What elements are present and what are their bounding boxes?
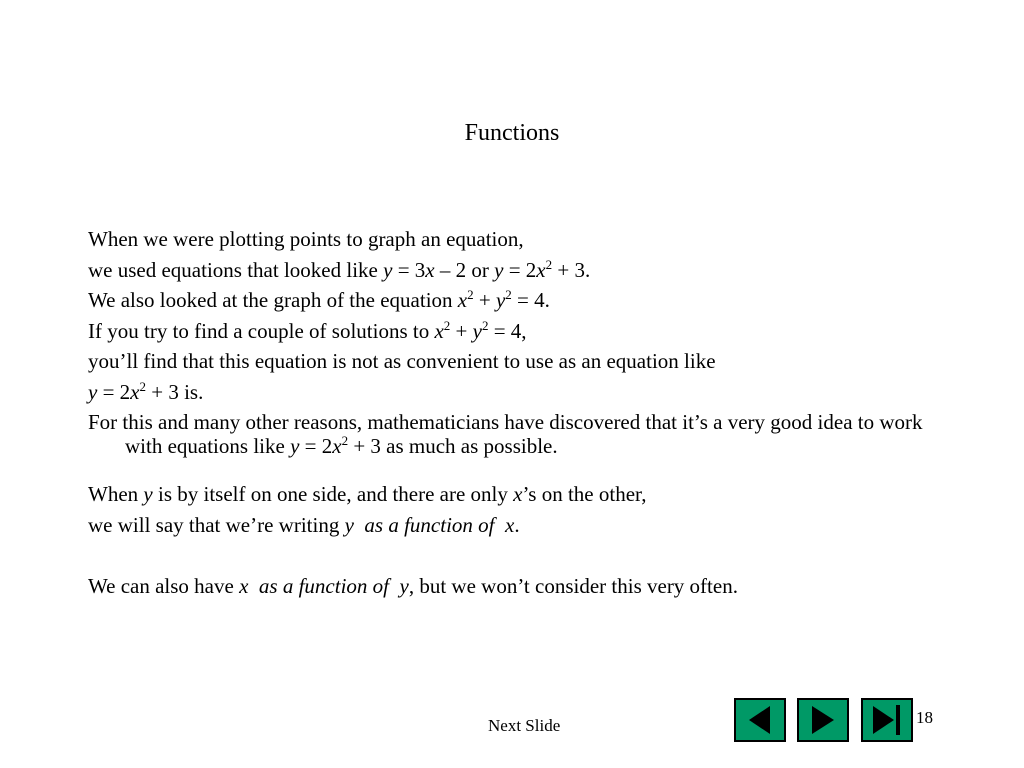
math-op: +	[473, 288, 496, 312]
math-var: y	[495, 288, 506, 312]
math-op: = 2	[299, 434, 333, 458]
math-var: x	[130, 379, 140, 404]
line-2	[88, 255, 948, 286]
next-slide-icon	[799, 700, 847, 740]
previous-slide-button[interactable]	[734, 698, 786, 742]
line-4-text: If you try to find a couple of solutions to	[88, 318, 435, 343]
line-8	[88, 479, 948, 510]
math-var: x	[536, 257, 546, 282]
math-var: x	[513, 482, 523, 506]
line-10	[88, 571, 948, 602]
line-2-text: we used equations that looked like	[88, 257, 384, 282]
line-9-phrase	[354, 513, 505, 537]
math-var: x	[434, 318, 444, 343]
line-7-suffix: as much as possible.	[380, 434, 558, 458]
math-exponent: 2	[545, 256, 553, 272]
math-var: x	[457, 288, 468, 312]
math-var: y	[494, 257, 504, 282]
math-var: x	[239, 574, 249, 598]
math-var: y	[344, 512, 354, 537]
math-op: = 4.	[511, 288, 550, 312]
math-exponent: 2	[139, 378, 146, 394]
math-var: y	[472, 318, 482, 343]
math-var: y	[399, 574, 409, 598]
math-var: y	[290, 434, 300, 458]
math-op: – 2	[434, 257, 467, 282]
line-6	[88, 377, 948, 408]
math-op: = 2	[97, 379, 131, 404]
last-slide-button[interactable]	[861, 698, 913, 742]
line-1: When we were plotting points to graph an equation,	[88, 227, 524, 251]
page-number: 18	[916, 708, 933, 727]
line-9	[88, 510, 948, 541]
line-9-end: .	[514, 512, 520, 537]
line-10-text: , but we won’t consider this very often.	[408, 574, 738, 598]
line-10-phrase	[248, 574, 399, 598]
next-slide-link[interactable]: Next Slide	[488, 716, 561, 735]
line-3-text: We also looked at the graph of the equation	[88, 288, 458, 312]
math-op: +	[450, 318, 473, 343]
next-slide-button[interactable]	[797, 698, 849, 742]
line-7-text: For this and many other reasons, mathematicians have discovered that it’s a very good idea to work with equations like	[88, 410, 923, 458]
math-exponent: 2	[481, 317, 489, 333]
line-5: you’ll find that this equation is not as convenient to use as an equation like	[88, 349, 716, 373]
math-exponent: 2	[467, 287, 474, 302]
math-op: + 3	[552, 257, 585, 282]
math-or: or	[466, 257, 495, 282]
math-op: + 3	[146, 379, 179, 404]
math-var: y	[88, 379, 98, 404]
math-var: y	[143, 482, 153, 506]
line-4	[88, 316, 948, 347]
math-op: = 3	[392, 257, 426, 282]
line-8-text: is by itself on one side, and there are only	[152, 482, 514, 506]
line-3	[88, 285, 948, 316]
line-6-suffix: is.	[178, 379, 204, 404]
line-7	[88, 410, 948, 458]
math-var: x	[425, 257, 435, 282]
math-exponent: 2	[341, 433, 349, 448]
math-period: .	[584, 257, 591, 282]
previous-slide-icon	[736, 700, 784, 740]
math-op: = 2	[503, 257, 537, 282]
line-10-text: We can also have	[88, 574, 240, 598]
math-exponent: 2	[443, 317, 451, 333]
line-9-text: we will say that we’re writing	[88, 512, 345, 537]
math-var: y	[383, 257, 393, 282]
function-phrase: as a function of	[364, 512, 495, 537]
math-var: x	[505, 512, 515, 537]
slide-title: Functions	[464, 120, 560, 146]
function-phrase: as a function of	[258, 574, 389, 598]
math-var: x	[332, 434, 342, 458]
math-op: = 4,	[488, 318, 527, 343]
math-op: + 3	[348, 434, 381, 458]
slide-body	[88, 224, 948, 602]
line-8-text: When	[88, 482, 144, 506]
line-8-text: ’s on the other,	[522, 482, 647, 506]
last-slide-icon	[863, 700, 911, 740]
math-exponent: 2	[505, 287, 512, 302]
